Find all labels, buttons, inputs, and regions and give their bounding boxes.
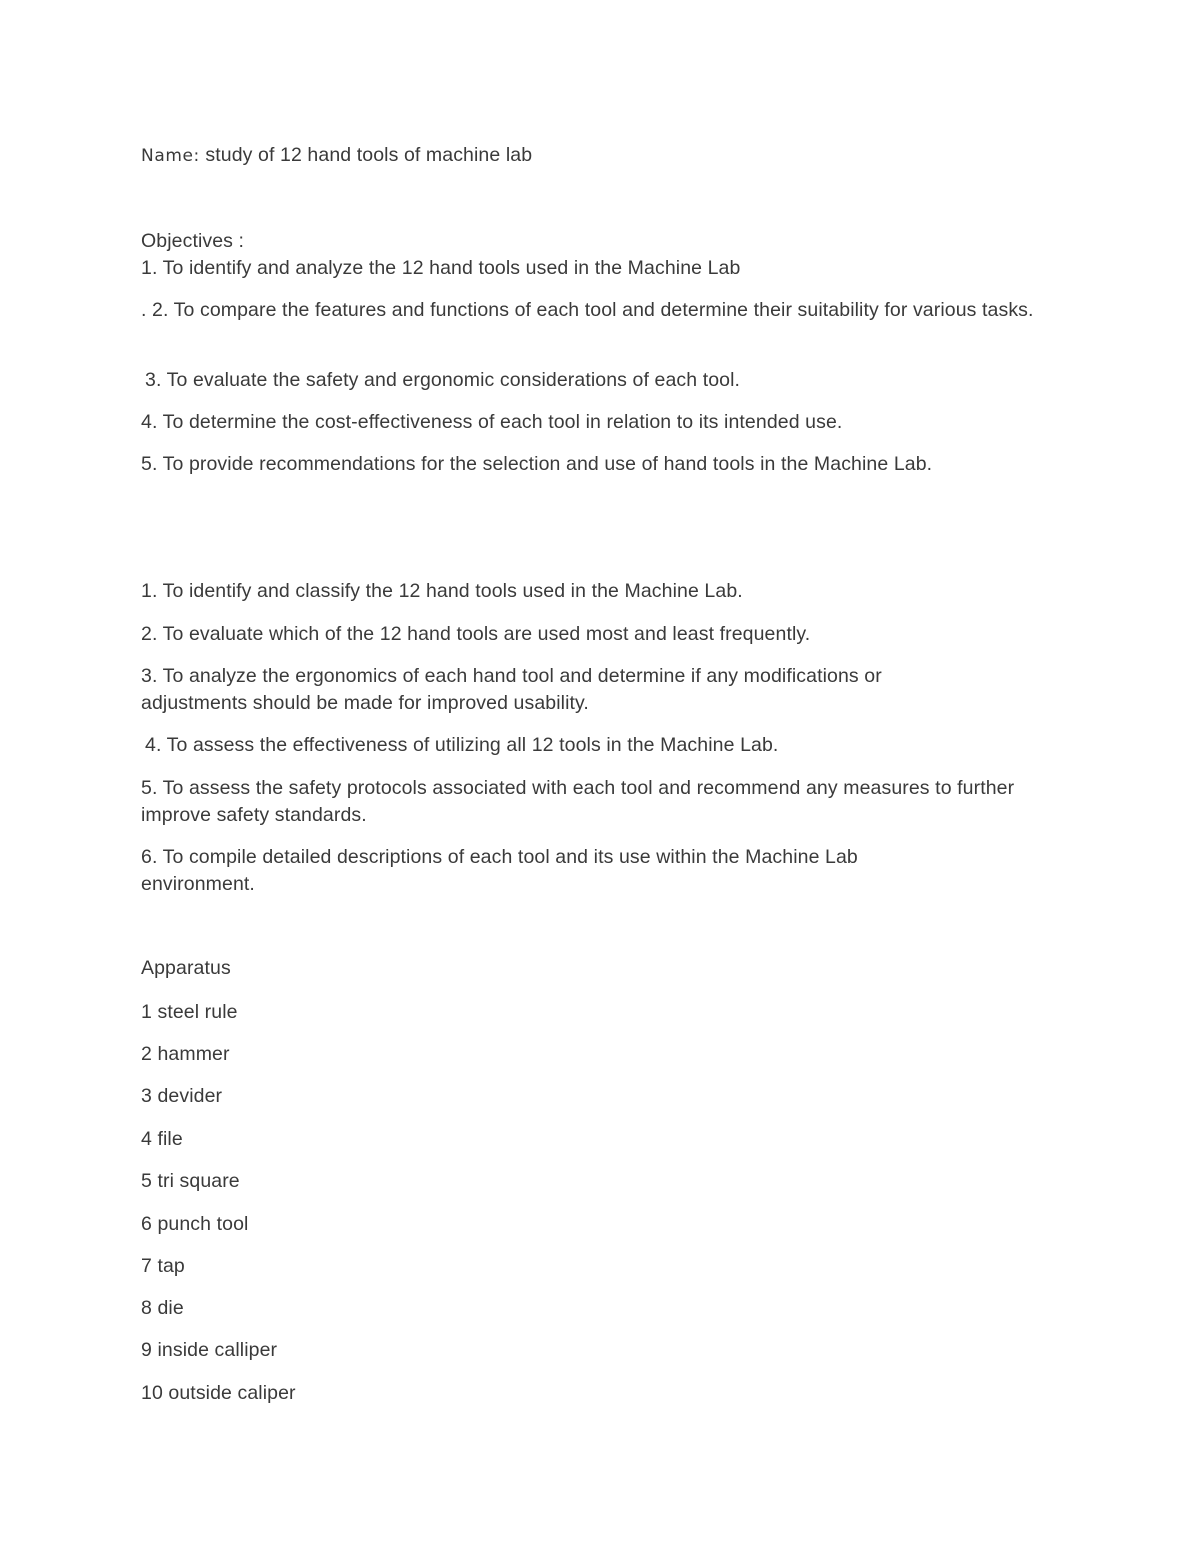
objective-a-5: 5. To provide recommendations for the selection and use of hand tools in the Machine Lab. xyxy=(141,453,933,475)
apparatus-item: 8 die xyxy=(141,1297,184,1319)
objective-b-5: 5. To assess the safety protocols associated with each tool and recommend any measures to further improve safety standards. xyxy=(141,777,1015,826)
objective-b-4: 4. To assess the effectiveness of utilizing all 12 tools in the Machine Lab. xyxy=(145,734,779,756)
objective-b-1: 1. To identify and classify the 12 hand tools used in the Machine Lab. xyxy=(141,580,743,602)
apparatus-item: 9 inside calliper xyxy=(141,1339,278,1361)
apparatus-item: 1 steel rule xyxy=(141,1001,238,1023)
objective-b-3: 3. To analyze the ergonomics of each hand tool and determine if any modifications or adjustments should be made for improved usability. xyxy=(141,665,882,714)
objective-a-2: . 2. To compare the features and functions of each tool and determine their suitability for various tasks. xyxy=(141,299,1034,321)
objective-a-4: 4. To determine the cost-effectiveness of each tool in relation to its intended use. xyxy=(141,411,843,433)
apparatus-item: 7 tap xyxy=(141,1255,185,1277)
objective-a-3: 3. To evaluate the safety and ergonomic considerations of each tool. xyxy=(145,369,741,391)
objective-b-2: 2. To evaluate which of the 12 hand tools are used most and least frequently. xyxy=(141,623,811,645)
objectives-heading: Objectives : xyxy=(141,230,245,252)
objective-b-6: 6. To compile detailed descriptions of each tool and its use within the Machine Lab environment. xyxy=(141,846,858,895)
name-label: Name: xyxy=(141,146,200,166)
apparatus-item: 10 outside caliper xyxy=(141,1382,296,1404)
objective-a-1: 1. To identify and analyze the 12 hand tools used in the Machine Lab xyxy=(141,257,741,279)
apparatus-item: 5 tri square xyxy=(141,1170,240,1192)
apparatus-heading: Apparatus xyxy=(141,957,231,979)
name-line xyxy=(141,142,532,170)
apparatus-item: 6 punch tool xyxy=(141,1213,249,1235)
name-value: study of 12 hand tools of machine lab xyxy=(205,144,533,166)
apparatus-item: 2 hammer xyxy=(141,1043,230,1065)
apparatus-item: 3 devider xyxy=(141,1085,223,1107)
apparatus-item: 4 file xyxy=(141,1128,183,1150)
